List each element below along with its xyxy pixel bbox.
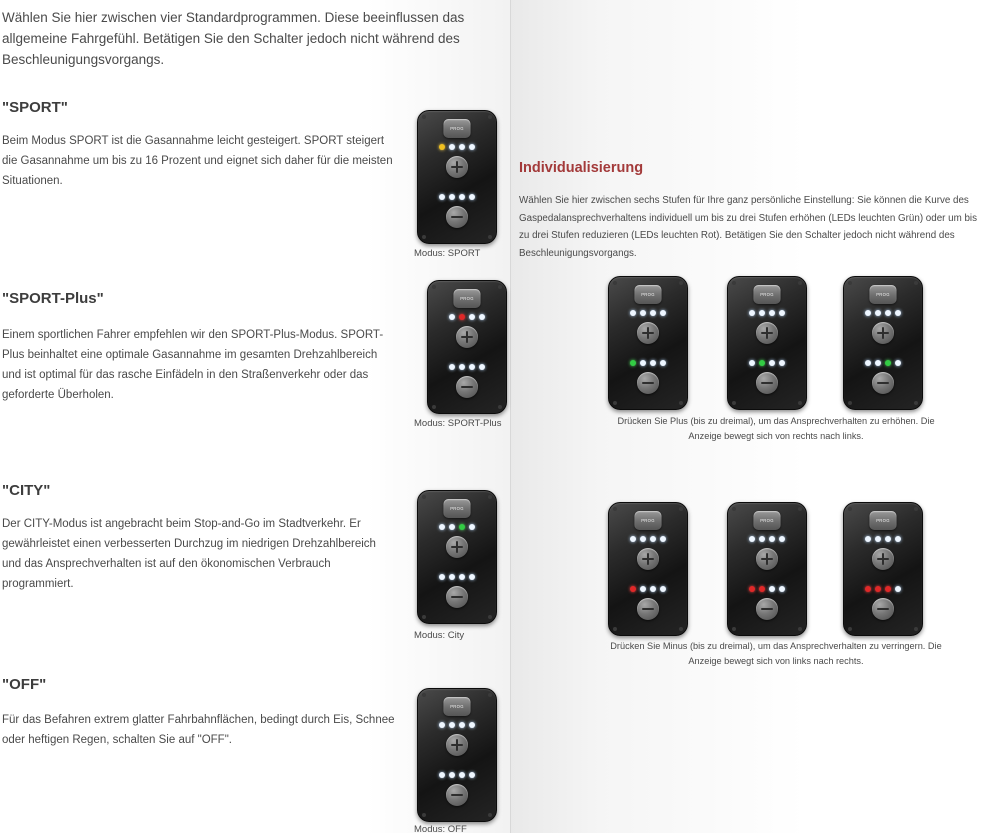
led-indicator [479,314,485,320]
led-indicator [439,524,445,530]
screw-icon [679,627,683,631]
led-indicator [660,586,666,592]
caption-minus-row: Drücken Sie Minus (bis zu dreimal), um das Ansprechverhalten zu verringern. Die Anzeige bewegt sich von links nach rechts. [610,641,942,666]
minus-button[interactable] [637,598,659,620]
device-plus-step-3 [843,276,923,410]
device-minus-step-3 [843,502,923,636]
prog-button[interactable]: PROG [444,499,471,518]
screw-icon [798,627,802,631]
minus-icon [451,794,463,796]
led-indicator [630,360,636,366]
led-indicator [759,536,765,542]
led-indicator [749,536,755,542]
led-indicator [439,194,445,200]
led-row-top [433,524,481,530]
led-indicator [779,360,785,366]
led-indicator [769,586,775,592]
led-indicator [459,524,465,530]
screw-icon [432,405,436,409]
led-row-top [443,314,491,320]
led-row-bottom [743,360,791,366]
led-indicator [895,586,901,592]
led-indicator [875,536,881,542]
led-indicator [885,310,891,316]
screw-icon [488,693,492,697]
minus-icon [642,382,654,384]
screw-icon [488,115,492,119]
led-indicator [749,360,755,366]
minus-icon [451,216,463,218]
led-row-bottom [624,360,672,366]
plus-button[interactable] [872,322,894,344]
minus-icon [461,386,473,388]
minus-icon [642,608,654,610]
screw-icon [679,507,683,511]
screw-icon [848,627,852,631]
minus-button[interactable] [446,206,468,228]
screw-icon [848,401,852,405]
screw-icon [613,507,617,511]
mode-title-city: "CITY" [2,482,51,499]
plus-icon [647,553,649,565]
section-text-individualisierung: Wählen Sie hier zwischen sechs Stufen für Ihre ganz persönliche Einstellung: Sie können die Kurve des Gaspedalansprechverhaltens individuell um bis zu drei Stufen erhöhen (LEDs leuchten Grün) oder um bis zu drei Stufen reduzieren (LEDs leuchten Rot). Betätigen Sie den Schalter jedoch nicht während des Beschleunigungsvorgangs. [519,195,977,259]
led-indicator [449,574,455,580]
led-row-top [433,144,481,150]
led-indicator [779,536,785,542]
device-city [417,490,497,624]
prog-button[interactable]: PROG [635,511,662,530]
led-indicator [469,524,475,530]
led-indicator [640,586,646,592]
led-indicator [449,772,455,778]
plus-button[interactable] [756,548,778,570]
led-indicator [650,536,656,542]
led-row-bottom [433,194,481,200]
plus-icon [882,327,884,339]
led-indicator [640,536,646,542]
plus-icon [647,327,649,339]
led-indicator [660,536,666,542]
mode-text-sport: Beim Modus SPORT ist die Gasannahme leicht gesteigert. SPORT steigert die Gasannahme um bis zu 16 Prozent und eignet sich daher für die meisten Situationen. [2,135,393,188]
prog-button[interactable]: PROG [454,289,481,308]
led-indicator [459,574,465,580]
led-indicator [749,310,755,316]
prog-button[interactable]: PROG [444,697,471,716]
device-sport [417,110,497,244]
screw-icon [422,813,426,817]
led-row-bottom [624,586,672,592]
screw-icon [422,115,426,119]
led-indicator [875,360,881,366]
led-indicator [769,536,775,542]
led-row-bottom [433,574,481,580]
caption-city: Modus: City [414,630,465,641]
prog-button[interactable]: PROG [870,285,897,304]
screw-icon [422,235,426,239]
intro-paragraph: Wählen Sie hier zwischen vier Standardprogrammen. Diese beeinflussen das allgemeine Fahrgefühl. Betätigen Sie den Schalter jedoch nicht während des Beschleunigungsvorgangs. [2,10,465,67]
plus-button[interactable] [446,734,468,756]
minus-button[interactable] [446,586,468,608]
led-indicator [469,144,475,150]
led-indicator [459,772,465,778]
screw-icon [914,507,918,511]
led-indicator [469,364,475,370]
led-indicator [459,364,465,370]
screw-icon [732,401,736,405]
device-off [417,688,497,822]
led-indicator [459,722,465,728]
led-indicator [895,360,901,366]
led-indicator [469,194,475,200]
prog-button[interactable]: PROG [754,511,781,530]
led-indicator [769,360,775,366]
led-indicator [865,586,871,592]
led-indicator [469,314,475,320]
device-plus-step-2 [727,276,807,410]
screw-icon [488,495,492,499]
mode-text-city: Der CITY-Modus ist angebracht beim Stop-and-Go im Stadtverkehr. Er gewährleistet einen verbesserten Durchzug im niedrigen Drehzahlbereich und das Ansprechverhalten ist auf den ökonomischen Verbrauch programmiert. [2,518,376,591]
led-indicator [439,772,445,778]
plus-icon [456,541,458,553]
plus-icon [466,331,468,343]
screw-icon [432,285,436,289]
led-indicator [759,586,765,592]
device-plus-step-1 [608,276,688,410]
screw-icon [914,627,918,631]
led-indicator [640,310,646,316]
caption-plus-row: Drücken Sie Plus (bis zu dreimal), um das Ansprechverhalten zu erhöhen. Die Anzeige bewegt sich von rechts nach links. [617,416,935,441]
minus-icon [761,608,773,610]
screw-icon [422,615,426,619]
led-row-bottom [433,772,481,778]
device-sport-plus [427,280,507,414]
device-minus-step-2 [727,502,807,636]
led-row-top [743,536,791,542]
mode-title-sport: "SPORT" [2,99,68,116]
screw-icon [679,281,683,285]
screw-icon [848,281,852,285]
led-indicator [749,586,755,592]
minus-button[interactable] [446,784,468,806]
led-indicator [439,722,445,728]
plus-button[interactable] [637,548,659,570]
caption-sport-plus: Modus: SPORT-Plus [414,418,502,429]
led-indicator [875,586,881,592]
led-indicator [865,536,871,542]
led-indicator [885,536,891,542]
led-indicator [439,144,445,150]
led-row-top [859,310,907,316]
minus-icon [877,382,889,384]
led-indicator [895,536,901,542]
screw-icon [848,507,852,511]
plus-icon [456,161,458,173]
plus-button[interactable] [637,322,659,344]
led-indicator [650,310,656,316]
led-indicator [459,314,465,320]
screw-icon [679,401,683,405]
screw-icon [732,281,736,285]
led-indicator [895,310,901,316]
mode-text-sport-plus: Einem sportlichen Fahrer empfehlen wir den SPORT-Plus-Modus. SPORT-Plus beinhaltet eine optimale Gasannahme im gesamten Drehzahlbereich und ist optimal für das rasche Einfädeln in den Straßenverkehr oder das geforderte Überholen. [2,329,384,402]
minus-button[interactable] [756,598,778,620]
led-indicator [479,364,485,370]
screw-icon [798,401,802,405]
caption-off: Modus: OFF [414,824,467,835]
screw-icon [732,507,736,511]
minus-button[interactable] [872,372,894,394]
led-indicator [650,586,656,592]
led-indicator [459,194,465,200]
led-indicator [759,360,765,366]
led-indicator [449,364,455,370]
plus-button[interactable] [446,156,468,178]
led-row-bottom [443,364,491,370]
minus-button[interactable] [456,376,478,398]
screw-icon [488,813,492,817]
prog-button[interactable]: PROG [754,285,781,304]
led-indicator [779,586,785,592]
minus-icon [761,382,773,384]
led-indicator [449,524,455,530]
minus-button[interactable] [637,372,659,394]
plus-button[interactable] [456,326,478,348]
led-indicator [630,310,636,316]
screw-icon [798,281,802,285]
screw-icon [498,405,502,409]
led-indicator [885,586,891,592]
led-indicator [469,772,475,778]
prog-button[interactable]: PROG [870,511,897,530]
device-minus-step-1 [608,502,688,636]
screw-icon [422,693,426,697]
mode-title-off: "OFF" [2,676,47,693]
minus-button[interactable] [756,372,778,394]
screw-icon [488,235,492,239]
led-indicator [865,310,871,316]
plus-button[interactable] [756,322,778,344]
led-indicator [469,574,475,580]
led-indicator [759,310,765,316]
plus-button[interactable] [446,536,468,558]
led-indicator [630,536,636,542]
led-row-top [624,536,672,542]
led-indicator [459,144,465,150]
screw-icon [422,495,426,499]
led-row-bottom [859,586,907,592]
led-row-top [624,310,672,316]
screw-icon [914,281,918,285]
screw-icon [613,401,617,405]
led-indicator [875,310,881,316]
led-indicator [449,144,455,150]
led-indicator [865,360,871,366]
led-indicator [449,194,455,200]
mode-text-off: Für das Befahren extrem glatter Fahrbahnflächen, bedingt durch Eis, Schnee oder heftigen Regen, schalten Sie auf "OFF". [2,714,395,747]
screw-icon [613,281,617,285]
led-indicator [449,722,455,728]
screw-icon [914,401,918,405]
section-title-individualisierung: Individualisierung [519,160,644,176]
screw-icon [488,615,492,619]
prog-button[interactable]: PROG [444,119,471,138]
plus-icon [456,739,458,751]
screw-icon [498,285,502,289]
led-row-bottom [859,360,907,366]
led-indicator [449,314,455,320]
prog-button[interactable]: PROG [635,285,662,304]
led-row-top [859,536,907,542]
led-row-top [433,722,481,728]
minus-icon [877,608,889,610]
plus-icon [766,327,768,339]
led-indicator [769,310,775,316]
led-indicator [630,586,636,592]
plus-button[interactable] [872,548,894,570]
led-row-top [743,310,791,316]
plus-icon [766,553,768,565]
screw-icon [798,507,802,511]
mode-title-sport-plus: "SPORT-Plus" [2,290,104,307]
minus-button[interactable] [872,598,894,620]
led-indicator [660,310,666,316]
caption-sport: Modus: SPORT [414,248,481,259]
screw-icon [613,627,617,631]
led-indicator [650,360,656,366]
led-indicator [779,310,785,316]
minus-icon [451,596,463,598]
led-row-bottom [743,586,791,592]
led-indicator [660,360,666,366]
led-indicator [469,722,475,728]
screw-icon [732,627,736,631]
led-indicator [640,360,646,366]
plus-icon [882,553,884,565]
led-indicator [885,360,891,366]
led-indicator [439,574,445,580]
